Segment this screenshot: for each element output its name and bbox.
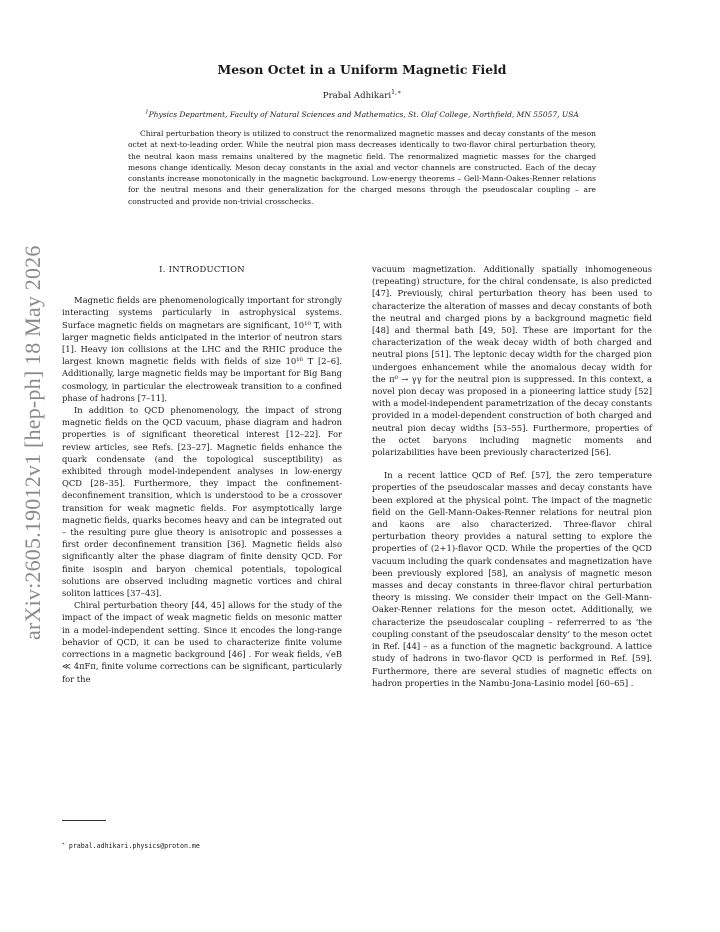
paragraph: Chiral perturbation theory [44, 45] allows for the study of the impact of the impact of weak magnetic fields on mesonic matter in a model-independent setting. Since it encodes the long-range behavior of QCD, it can be used to characterize finite volume corrections in a magnetic background [46] . For weak fields, √eB ≪ 4πFπ, finite volume corrections can be significant, particularly for the [62, 600, 342, 684]
author-line [80, 91, 644, 101]
affiliation-text: Physics Department, Faculty of Natural Sciences and Mathematics, St. Olaf College, Northfield, MN 55057, USA [148, 110, 579, 119]
paper-title: Meson Octet in a Uniform Magnetic Field [217, 62, 507, 77]
affiliation-line [80, 110, 644, 119]
footnote-mark: ∗ [62, 841, 65, 847]
right-column [372, 263, 652, 689]
section-heading: I. INTRODUCTION [159, 264, 245, 274]
paragraph: In addition to QCD phenomenology, the impact of strong magnetic fields on the QCD vacuum, phase diagram and hadron properties is of significant theoretical interest [12–22]. For review articles, see Refs. [23–27]. Magnetic fields enhance the quark condensate (and the topological susceptibility) as exhibited through model-independent analyses in low-energy QCD [28–35]. Furthermore, they impact the confinement-deconfinement transition, which is understood to be a crossover transition for weak magnetic fields. For asymptotically large magnetic fields, quarks becomes heavy and can be integrated out – the resulting pure glue theory is anisotropic and possesses a first order deconfinement transition [36]. Magnetic fields also significantly alter the phase diagram of finite density QCD. For finite isospin and baryon chemical potentials, topological solutions are observed including magnetic vortices and chiral soliton lattices [37–43]. [62, 405, 342, 599]
author-marks: 1,∗ [391, 89, 402, 97]
left-column [62, 263, 342, 685]
paragraph-continued: vacuum magnetization. Additionally spatially inhomogeneous (repeating) structure, for the chiral condensate, is also predicted [47]. Previously, chiral perturbation theory has been used to characterize the alteration of masses and decay constants of both the neutral and charged pions by a background magnetic field [48] and thermal bath [49, 50]. These are important for the characterization of the weak decay width of both charged and neutral pions [51]. The leptonic decay width for the charged pion undergoes enhancement while the anomalous decay width for the π⁰ → γγ for the neutral pion is suppressed. In this context, a novel pion decay was proposed in a pioneering lattice study [52] with a model-independent parametrization of the decay constants provided in a model-dependent construction of both charged and neutral pion decay widths [53–55]. Furthermore, properties of the octet baryons including magnetic moments and polarizabilities have been previously characterized [56]. [372, 264, 652, 458]
arxiv-identifier: arXiv:2605.19012v1 [hep-ph] 18 May 2026 [20, 245, 45, 640]
abstract: Chiral perturbation theory is utilized to construct the renormalized magnetic masses and decay constants of the meson octet at next-to-leading order. While the neutral pion mass decreases identically to two-flavor chiral perturbation theory, the neutral kaon mass remains unaltered by the magnetic field. The renormalized magnetic masses for the charged mesons change identically. Meson decay constants in the axial and vector channels are constructed. Each of the decay constants increase monotonically in the magnetic background. Low-energy theorems – Gell-Mann-Oakes-Renner relations for the neutral mesons and their generalization for the charged mesons through the pseudoscalar coupling – are constructed and provide non-trivial crosschecks. [128, 129, 596, 206]
author-name: Prabal Adhikari [322, 91, 392, 101]
paragraph: In a recent lattice QCD of Ref. [57], the zero temperature properties of the pseudoscalar masses and decay constants have been explored at the physical point. The impact of the magnetic field on the Gell-Mann-Oakes-Renner relations for neutral pion and kaons are also characterized. Three-flavor chiral perturbation theory provides a natural setting to explore the properties of (2+1)-flavor QCD. While the properties of the QCD vacuum including the quark condensates and magnetization have been previously explored [58], an analysis of magnetic meson masses and decay constants in three-flavor chiral perturbation theory is missing. We consider their impact on the Gell-Mann-Oaker-Renner relations for the meson octet. Additionally, we characterize the pseudoscalar coupling – referrerred to as ‘the coupling constant of the pseudoscalar density’ to the meson octet in Ref. [44] – as a function of the magnetic background. A lattice study of hadrons in two-flavor QCD is performed in Ref. [59]. Furthermore, there are several studies of magnetic effects on hadron properties in the Nambu-Jona-Lasinio model [60–65] . [372, 470, 652, 688]
footnote-email[interactable]: prabal.adhikari.physics@proton.me [68, 842, 200, 850]
footnote [62, 842, 342, 850]
footnote-rule [62, 820, 106, 821]
paragraph-gap [372, 458, 652, 469]
affiliation-mark: 1 [145, 109, 149, 116]
paragraph: Magnetic fields are phenomenologically important for strongly interacting systems particularly in astrophysical systems. Surface magnetic fields on magnetars are significant, 10¹⁰ T, with larger magnetic fields anticipated in the interior of neutron stars [1]. Heavy ion collisions at the LHC and the RHIC produce the largest known magnetic fields with fields of size 10¹⁶ T [2–6]. Additionally, large magnetic fields may be important for Big Bang cosmology, in particular the electroweak transition to a confined phase of hadrons [7–11]. [62, 295, 342, 403]
